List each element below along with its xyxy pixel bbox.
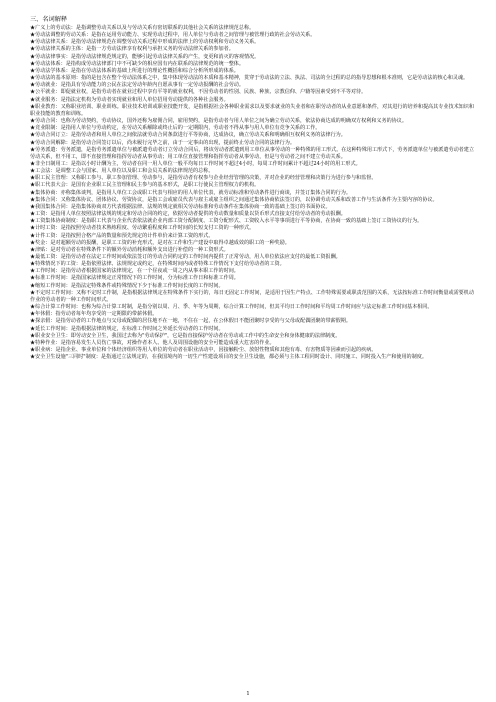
definition-entry: [30, 233, 474, 240]
star-bullet-icon: ★: [30, 96, 36, 103]
definition-term: 广义上的劳动法: [35, 25, 71, 31]
definition-entry: [30, 275, 474, 282]
definition-term: 劳动法体系: [35, 60, 61, 67]
definition-entry: [30, 89, 474, 96]
definition-text: ：是指在劳动法体系的基础上所进行的理论性概括和综合分析所形成的体系。: [65, 67, 239, 74]
definition-term: 计件工资: [35, 232, 56, 239]
definition-entry: [30, 61, 474, 68]
definition-text: ：是指构成劳动法律部门中不可缺少的相应国有内在联系的法律规范的统一整体。: [60, 60, 244, 67]
definition-text: ：是指劳动者根据国家的法律规定，在一个昼夜或一周之内从事本职工作的时间。: [55, 268, 239, 275]
definition-entry: [30, 190, 474, 197]
definition-text: ：指劳动者每年均享受的一定期限的带薪休假。: [50, 311, 158, 318]
definition-text: ：亦称集体谈判，是指用人单位工会或职工代表与相应的用人单位代表，就劳动标准和劳动条件进行商谈，并签订集体合同的行为。: [55, 189, 351, 196]
definition-text: ：是指劳动者的工作地点与父母或配偶的居住地不在一地，不住在一起，在公休假日不能团聚时享受的与父母或配偶团聚的带薪假期。: [50, 318, 351, 325]
definition-entry: [30, 132, 474, 139]
definition-entry: [30, 283, 474, 290]
definition-entry: [30, 247, 474, 254]
definition-text: ：是对超额劳动的报酬，是职工工资的补充形式，是对在工作和生产建设中取得卓越成效的职工的一种奖励。: [45, 239, 290, 246]
star-bullet-icon: ★: [30, 139, 36, 146]
definition-term: 职业病: [35, 347, 51, 354]
star-bullet-icon: ★: [30, 60, 36, 67]
star-bullet-icon: ★: [30, 239, 36, 246]
definition-text: ：又称集体协议、团体协议、劳资协议，是指工会或雇员代表与雇主或雇主组织之间通过集体协商依法签订的，以协调劳动关系和改善工作与生活条件为主要内容的协议。: [55, 196, 438, 203]
definition-term: 集体合同: [35, 196, 56, 203]
star-bullet-icon: ★: [30, 246, 36, 253]
star-bullet-icon: ★: [30, 189, 36, 196]
definition-term: 工资: [35, 211, 46, 218]
definition-term: 不定时工作时间: [35, 289, 71, 296]
definition-text: ：是指劳动合同签订以后，尚未履行完毕之前，由于一定事由的出现，提前终止劳动合同的法律行为。: [65, 139, 295, 146]
definition-text: ：又称职业培训、职业训练。职业技术培训或职业技能开发，是指根据社会各种职业需求以及要求就业的失业者和在职劳动者的从业意愿和条件，对其进行的培养和提高其专业技术知识和职业技能的教育和训练。: [30, 103, 474, 117]
star-bullet-icon: ★: [30, 103, 36, 110]
definition-entry: [30, 290, 474, 304]
star-bullet-icon: ★: [30, 325, 36, 332]
definition-term: 计时工资: [35, 225, 56, 232]
definition-term: 工资集体协商制度: [35, 218, 76, 225]
definition-text: ：是指具有劳动能力的公民在法定劳动年龄内自愿从事有一定劳动报酬的社会劳动。: [55, 82, 244, 89]
star-bullet-icon: ★: [30, 289, 36, 296]
definition-term: 竞业限制: [35, 125, 56, 132]
star-bullet-icon: ★: [30, 354, 36, 361]
definition-entry: [30, 46, 474, 53]
definition-term: 职工民主管理: [35, 175, 66, 182]
definition-entry: [30, 104, 474, 118]
star-bullet-icon: ★: [30, 304, 36, 311]
section-title: 三、名词解释: [30, 16, 68, 23]
definition-text: ：是指在运用劳动能力、实现劳动过程中，用人单位与劳动者之间管理与被管理行政的社会劳动关系。: [86, 32, 316, 39]
definition-term: 探亲假: [35, 318, 51, 325]
star-bullet-icon: ★: [30, 132, 36, 139]
definition-term: 奖金: [35, 239, 46, 246]
definition-term: 标准工作时间: [35, 275, 66, 282]
definition-term: 劳动法律关系的主体: [35, 46, 81, 53]
star-bullet-icon: ★: [30, 32, 36, 39]
star-bullet-icon: ★: [30, 25, 36, 31]
definition-text: ：是指劳动者在法定工作时间或依法签订的劳动合同约定的工作时间内提供了正常劳动，用人单位依法应支付的最低工资报酬。: [55, 254, 341, 260]
definition-list: [30, 25, 474, 361]
star-bullet-icon: ★: [30, 89, 36, 96]
definition-term: 劳动法律事实: [35, 53, 66, 60]
star-bullet-icon: ★: [30, 82, 36, 89]
definition-term: 延长工作时间: [35, 325, 66, 332]
star-bullet-icon: ★: [30, 218, 36, 225]
definition-term: 综合计算工作时间: [35, 304, 76, 311]
definition-text: ：是指调整劳动关系以及与劳动关系有密切联系的其他社会关系的法律规范总称。: [70, 25, 255, 31]
definition-text: ：是指依照法律、法规规定或约定，在特殊时间内或者特殊工作情况下支付给劳动者的工资。: [75, 261, 285, 268]
definition-term: 工作时间: [35, 268, 56, 275]
star-bullet-icon: ★: [30, 332, 36, 339]
definition-text: ：指的是包含在整个劳动法体系之中，集中体现劳动法的本质和基本精神，贯穿于劳动法的立法、执法、司法的全过程的总的指导思想和根本准则，它是劳动法的核心和灵魂。: [75, 75, 469, 82]
definition-term: 劳动合同订立: [35, 132, 66, 139]
definition-text: ：是指法定机构为劳动者实现就业和用人单位招用劳动提供的各种社会服务。: [55, 96, 229, 103]
star-bullet-icon: ★: [30, 275, 36, 282]
star-bullet-icon: ★: [30, 175, 36, 182]
definition-term: 缩短工作时间: [35, 282, 66, 289]
definition-entry: [30, 240, 474, 247]
definition-entry: [30, 54, 474, 61]
star-bullet-icon: ★: [30, 339, 36, 346]
definition-entry: [30, 333, 474, 340]
definition-term: 津贴: [35, 246, 46, 253]
definition-text: ：是指集体协商双方代表根据法律、法规的规定就相关劳动标准和劳动条件在集体协商一致的基础上签订的书面协议。: [65, 203, 331, 210]
definition-term: 劳动合同: [35, 118, 56, 125]
definition-term: 非全日制用工: [35, 160, 66, 167]
definition-text: ：劳务派遣，是指劳务派遣单位与被派遣劳动者订立劳动合同后，将该劳动者派遣到用工单位从事劳动的一种特殊的用工形式。在这种特殊用工形式下，劳务派遣单位与被派遣劳动者建立劳动关系，但不用工，即不直接管理和指挥劳动者从事劳动；用工单位直接管理和指挥劳动者从事劳动，但是与劳动者之间不建立劳动关系。: [30, 146, 474, 160]
star-bullet-icon: ★: [30, 254, 36, 260]
definition-entry: [30, 140, 474, 147]
star-bullet-icon: ★: [30, 168, 36, 175]
definition-text: ：是指用人单位按照法律法规的规定和劳动合同的约定，依据劳动者提供的劳动数量和质量以货币形式直接支付给劳动者的劳动报酬。: [45, 211, 346, 218]
page-number: 1: [246, 691, 250, 697]
star-bullet-icon: ★: [30, 211, 36, 218]
definition-text: ：即促就业权，是指劳动者在就业过程中享有平等的就业权利，不因劳动者的性别、民族、种族、宗教信仰、户籍等因素受到不平等对待。: [55, 89, 367, 96]
definition-text: ：是指容易发生人员伤亡事故，对操作者本人、他人及周围设施的安全可能造成重大危害的作业。: [55, 339, 275, 346]
definition-text: ：是指以小时计酬为主，劳动者在同一用人单位一般平均每日工作时间不超过4小时，每周工作时间累计不超过24小时的用工形式。: [65, 160, 361, 167]
definition-text: ：是指国家法律规定正常情况下的工作时间，分为标准工作日和标准工作周。: [65, 275, 239, 282]
definition-entry: [30, 354, 474, 361]
definition-text: ：又称不定时工作制，是指根据法律规定在特殊条件下实行的，每日无固定工作时间，是适用于因生产特点、工作特殊需要或职责范围的关系，无法按标准工作时间衡量或需要机动作业的劳动者的一种工作时间形式。: [30, 289, 474, 303]
definition-text: ：是国有企业职工民主管理和民主参与的基本形式，是职工行使民主管理权力的机构。: [65, 182, 260, 189]
definition-text: ：是指一方劳动法律享有权利与承担义务的劳动法律关系的参加者。: [80, 46, 234, 53]
star-bullet-icon: ★: [30, 39, 36, 46]
definition-text: ：是指企业、事业单位和个体经济组织等用人单位的劳动者在职业活动中，因接触粉尘、放射性物质和其他有毒、有害物质等因素而引起的疾病。: [50, 347, 377, 354]
definition-entry: [30, 326, 474, 333]
star-bullet-icon: ★: [30, 118, 36, 125]
definition-text: ：是指劳动法律规范在调整劳动关系过程中形成的法律上的劳动权利和劳动义务关系。: [65, 39, 260, 46]
star-bullet-icon: ★: [30, 182, 36, 189]
star-bullet-icon: ★: [30, 282, 36, 289]
definition-text: ：是指法定特殊条件或特殊情况下少于标准工作时间长度的工作时间。: [65, 282, 224, 289]
star-bullet-icon: ★: [30, 146, 36, 153]
definition-entry: [30, 97, 474, 104]
definition-text: ：是指劳动法律规范规定的，能够引起劳动法律关系的产生，变更和消灭的客观情况。: [65, 53, 260, 60]
star-bullet-icon: ★: [30, 196, 36, 203]
definition-text: ：是指职工代表与企业代表依法就企业内部工资分配制度、工资分配形式、工资收入水平等事项进行平等协商，在协商一致的基础上签订工资协议的行为。: [75, 218, 423, 225]
definition-term: 劳动合同解除: [35, 139, 66, 146]
definition-text: ：是指按照劳动者技术熟练程度、劳动繁重程度和工作时间的长短支付工资的一种形式。: [55, 225, 255, 232]
definition-entry: [30, 318, 474, 325]
definition-entry: [30, 197, 474, 204]
definition-text: ：又称职工参与、职工参加管理、劳动参与，是指劳动者有权参与企业经营管理的决策，并对企业的经营管理和决策行为进行参与和监督。: [65, 175, 377, 182]
star-bullet-icon: ★: [30, 347, 36, 354]
definition-term: 劳动法律关系: [35, 39, 66, 46]
definition-text: ：是指通过立法规定的，在我国境内的一切生产性建设项目的安全卫生设施，都必须与主体工程同时设计、同时施工、同时投入生产和使用的制度。: [95, 354, 427, 361]
star-bullet-icon: ★: [30, 125, 36, 132]
definition-term: 特种作业: [35, 339, 56, 346]
star-bullet-icon: ★: [30, 261, 36, 268]
star-bullet-icon: ★: [30, 160, 36, 167]
definition-entry: [30, 182, 474, 189]
star-bullet-icon: ★: [30, 311, 36, 318]
definition-term: 劳务派遣: [35, 146, 56, 153]
definition-entry: [30, 204, 474, 211]
definition-entry: [30, 340, 474, 347]
definition-text: ：是调整工会与国家、用人单位以及职工和会员关系的法律规范的总称。: [50, 168, 214, 175]
definition-entry: [30, 225, 474, 232]
star-bullet-icon: ★: [30, 232, 36, 239]
definition-term: 劳动法调整的劳动关系: [35, 32, 87, 39]
definition-text: ：是指按照合格产品的数量和预先规定的计件单价来计算工资的形式。: [55, 232, 214, 239]
definition-term: 劳动法的基本原则: [35, 75, 76, 82]
star-bullet-icon: ★: [30, 67, 36, 74]
definition-term: 公平就业: [35, 89, 56, 96]
star-bullet-icon: ★: [30, 53, 36, 60]
definition-text: ：是指用人单位与劳动约定，在劳动关系解除或终止后的一定期限内，劳动者不得从事与用人单位有竞争关系的工作。: [55, 125, 321, 132]
star-bullet-icon: ★: [30, 203, 36, 210]
definition-term: 劳动就业: [35, 82, 56, 89]
definition-term: 就业服务: [35, 96, 56, 103]
definition-term: 劳动法学体系: [35, 67, 66, 74]
star-bullet-icon: ★: [30, 46, 36, 53]
definition-term: 集体协商: [35, 189, 56, 196]
definition-entry: [30, 147, 474, 161]
definition-term: 最低工资: [35, 254, 56, 260]
definition-text: ：是指劳动者和用人单位之间依法就劳动合同条款进行平等协商，达成协议，确立劳动关系和明确相互权利义务的法律行为。: [65, 132, 346, 139]
star-bullet-icon: ★: [30, 225, 36, 232]
definition-text: ：即劳动安全卫生，我国过去称为"劳动保护"，它是指直接保护劳动者在劳动或工作中的生命安全和身体健康的法律制度。: [65, 332, 341, 339]
definition-term: 特殊情况下的工资: [35, 261, 76, 268]
definition-text: ：是对劳动者在特殊条件下的额外劳动消耗和额外支出进行补偿的一种工资形式。: [45, 246, 229, 253]
star-bullet-icon: ★: [30, 75, 36, 82]
star-bullet-icon: ★: [30, 268, 36, 275]
definition-text: ：也称为综合计算工时制，是指分别以周、月、季、年等为周期，综合计算工作时间，但其平均日工作时间和平均周工作时间应与法定标准工作时间基本相同。: [75, 304, 433, 311]
star-bullet-icon: ★: [30, 318, 36, 325]
definition-text: ：也称为劳动契约，劳动协议，国外还称为雇佣合同，雇用契约，是指劳动者与用人单位之间为确立劳动关系，依法协商达成的明确双方权利和义务的协议。: [55, 118, 407, 125]
definition-term: 年休假: [35, 311, 51, 318]
definition-term: 工会法: [35, 168, 51, 175]
definition-term: 职工代表大会: [35, 182, 66, 189]
definition-term: 职业教育: [35, 103, 56, 110]
definition-text: ：是指根据法律的规定，在标准工作时间之外延长劳动者的工作时间。: [65, 325, 224, 332]
definition-term: 我国集体合同: [35, 203, 66, 210]
definition-term: 职业安全卫生: [35, 332, 66, 339]
definition-term: 安全卫生设施"三同时"制度: [35, 354, 96, 361]
